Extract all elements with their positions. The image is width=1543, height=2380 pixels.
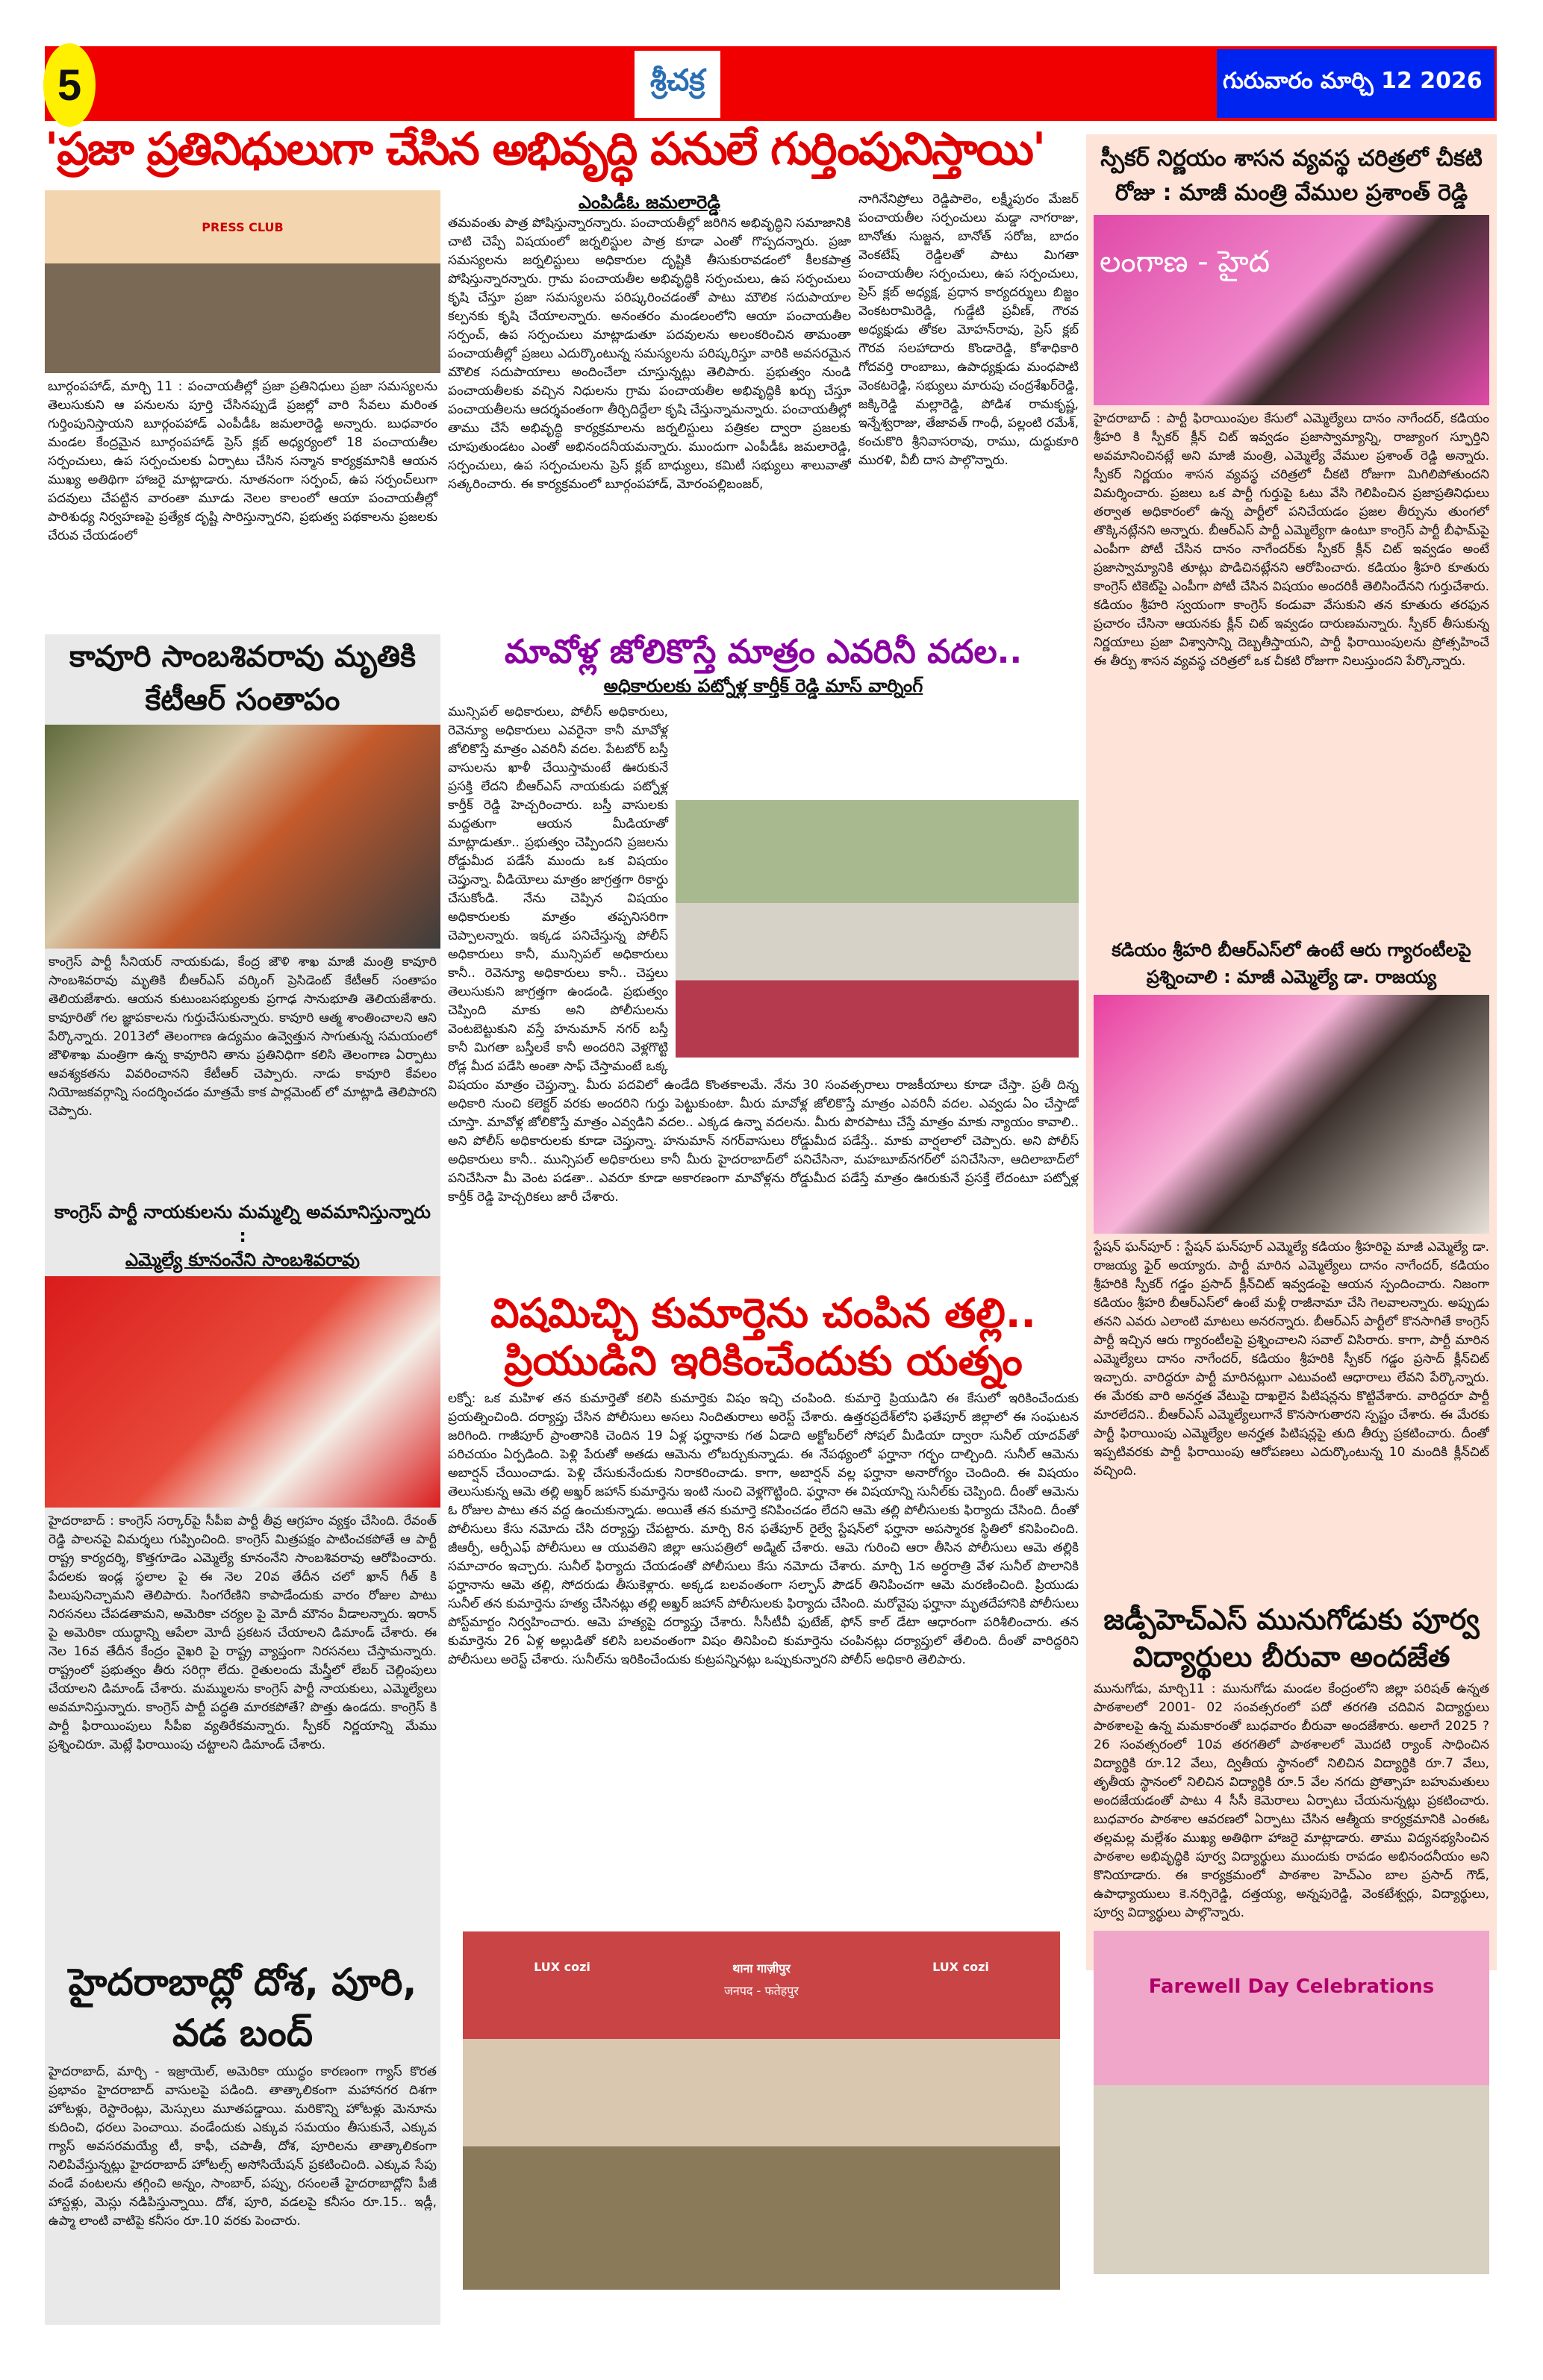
lead-body-left: బూర్గంపహాడ్, మార్చి 11 : పంచాయతీల్లో ప్రజా ప్రతినిధులు ప్రజా సమస్యలను తెలుసుకుని ఆ పనులను పూర్తి చేసినప్పుడే ప్రజల్లో వారి సేవలు మరింత గుర్తింపునిస్తాయని బూర్గంపహాడ్ ఎంపీడీఓ జమలారెడ్డి అన్నారు. బుధవారం మండల కేంద్రమైన బూర్గంపహాడ్ ప్రెస్ క్లబ్ అధ్యర్యంలో 18 పంచాయతీల సర్పంచులు, ఉప సర్పంచులకు ఏర్పాటు చేసిన సన్మాన కార్యక్రమానికి ఆయన ముఖ్య అతిథిగా హాజరై మాట్లాడారు. నూతనంగా సర్పంచ్, ఉప సర్పంచ్‌లుగా పదవులు చేపట్టిన వారంతా మూడు నెలల కాలంలో ఆయా పంచాయతీల్లో పారిశుధ్య నిర్వహణపై ప్రత్యేక దృష్టి సారిస్తున్నారని, ప్రభుత్వ పథకాలను ప్రజలకు చేరువ చేయడంలో bbox=[45, 378, 440, 628]
page-number: 5 bbox=[43, 43, 96, 127]
lead-byline: ఎంపిడీఓ జమలారెడ్డి bbox=[578, 192, 720, 213]
sign-lux-left: LUX cozi bbox=[534, 1960, 590, 1974]
farewell-banner-text: Farewell Day Celebrations bbox=[1148, 1975, 1435, 1998]
congress-body: హైదరాబాద్ : కాంగ్రెస్ సర్కార్‌పై సీపీఐ పార్టీ తీవ్ర ఆగ్రహం వ్యక్తం చేసింది. రేవంత్ రెడ్డి పాలనపై విమర్శలు గుప్పించింది. కాంగ్రెస్ మిత్రపక్షం పాటించకపోతే ఆ పార్టీ రాష్ట్ర కార్యదర్శి, కొత్తగూడెం ఎమ్మెల్యే కూనంనేని సాంబశివరావు ఆరోపించారు. పేదలకు ఇండ్ల స్థలాల పై ఈ నెల 20వ తేదీన చలో ఖాన్ గీత్ కి పిలుపునిచ్చామని తెలిపారు. సింగరేణిని కాపాడేందుకు వారం రోజుల పాటు నిరసనలు చేపడతామని, అమెరికా చర్యల పై మోదీ మౌనం వీడాలన్నారు. ఇరాన్ పై అమెరికా యుద్ధాన్ని ఆపేలా మోదీ ప్రకటన చేయాలని డిమాండ్ చేశారు. ఈ నెల 16వ తేదీన కేంద్రం వైఖరి పై రాష్ట్ర వ్యాప్తంగా నిరసనలు చేస్తామన్నారు. రాష్ట్రంలో ప్రభుత్వం తీరు సరిగ్గా లేదు. రైతులందు మేస్త్రీలో లేబర్ చెల్లింపులు చేయాలని డిమాండ్ చేశారు. మమ్ములను కాంగ్రెస్ పార్టీ నాయకులు, ఎమ్మెల్యేలు అవమానిస్తున్నారు. కాంగ్రెస్ పార్టీ పద్ధతి మారకపోతే? పొత్తు ఉండదు. కాంగ్రెస్ కి పార్టీ ఫిరాయింపులు సీపీఐ వ్యతిరేకమన్నారు. స్పీకర్ నిర్ణయాన్ని మేము ప్రశ్నించిరూ. మెట్లే ఫిరాయింపు చట్టాలని డిమాండ్ చేశారు. bbox=[49, 1514, 437, 1752]
hyderabad-body: హైదరాబాద్, మార్చి - ఇజ్రాయెల్, అమెరికా యుద్ధం కారణంగా గ్యాస్ కొరత ప్రభావం హైదరాబాద్ వాసులపై పడింది. తాత్కాలికంగా మహానగర దిశగా హోటళ్లు, రెస్టారెంట్లు, మెస్సులు మూతపడ్డాయి. మరికొన్ని హోటళ్లు మెనూను కుదించి, ధరలు పెంచాయి. వండేందుకు ఎక్కువ సమయం తీసుకునే, ఎక్కువ గ్యాస్ అవసరమయ్యే టీ, కాఫీ, చపాతీ, దోశ, పూరిలను తాత్కాలికంగా నిలిపివేస్తున్నట్లు హైదరాబాద్ హోటల్స్ అసోసియేషన్ ప్రకటించింది. ఎక్కువ సేపు వండే వంటలను తగ్గించి అన్నం, సాంబార్, పప్పు, రసంలతే హైదరాబాద్లోని పీజీ హాస్టళ్లు, మెస్లు నడిపిస్తున్నాయి. దోశ, పూరి, వడలపై కనీసం రూ.15.. ఇడ్లీ, ఉప్మా లాంటి వాటిపై కనీసం రూ.10 వరకు పెంచారు. bbox=[49, 2064, 437, 2228]
hyderabad-headline: హైదరాబాద్లో దోశ, పూరి, వడ బంద్ bbox=[68, 1961, 417, 2055]
lead-photo bbox=[45, 190, 440, 373]
speaker-headline: స్పీకర్ నిర్ణయం శాసన వ్యవస్థ చరిత్రలో చీకటి రోజు : మాజీ మంత్రి వేముల ప్రశాంత్ రెడ్డి bbox=[1100, 146, 1483, 206]
sign-thana: थाना गाज़ीपुर bbox=[732, 1961, 791, 1975]
lead-mid-column bbox=[448, 190, 851, 627]
kavuri-headline: కావూరి సాంబశివరావు మృతికి కేటీఆర్ సంతాపం bbox=[69, 640, 416, 717]
left-column bbox=[45, 190, 440, 2325]
lead-body-right: నాగినేనిప్రోలు రెడ్డిపాలెం, లక్ష్మీపురం మేజర్ పంచాయతీల సర్పంచులు మడ్డా నాగరాజు, బానోతు సుజ్జన, బానోత్ సరోజ, బాదం వెంకటేష్ రెడ్డిలతో పాటు మిగతా పంచాయతీల సర్పంచులు, ఉప సర్పంచులు, ప్రెస్ క్లబ్ అధ్యక్ష, ప్రధాన కార్యదర్శులు బిజ్జం వెంకటరామిరెడ్డి, గుడ్డేటి ప్రవీణ్, గౌరవ అధ్యక్షుడు తోకల మోహన్‌రావు, ప్రెస్ క్లబ్ గౌరవ సలహాదారు కొండారెడ్డి, కోశాధికారి గోదవర్తి రాంబాబు, ఉపాధ్యక్షుడు మంధపాటి వెంకటరెడ్డి, సభ్యులు మారుపు చంద్రశేఖర్‌రెడ్డి, జక్కిరెడ్డి మల్లారెడ్డి, పోడిశ రామకృష్ణ, ఇన్నేశ్వరాజు, తేజావత్ గాంధీ, పల్లంటి రమేశ్, కంచుకొరి శ్రీనివాసరావు, రాము, దుద్దుకూరి మురళి, వీబీ దాస పాల్గొన్నారు. bbox=[858, 192, 1079, 468]
police-station-photo bbox=[463, 1931, 1060, 2290]
issue-date: గురువారం మార్చి 12 2026 bbox=[1217, 49, 1494, 118]
sign-lux-right: LUX cozi bbox=[932, 1960, 989, 1974]
sign-district: जनपद - फतेहपुर bbox=[724, 1984, 799, 1998]
maoist-headline: మావోళ్ల జోలికొస్తే మాత్రం ఎవరినీ వదల.. bbox=[504, 633, 1023, 671]
lead-headline: 'ప్రజా ప్రతినిధులుగా చేసిన అభివృద్ధి పనులే గుర్తింపునిస్తాయి' bbox=[45, 123, 1045, 175]
middle-column bbox=[448, 190, 1079, 2325]
maoist-photo bbox=[676, 800, 1079, 1058]
zphs-headline: జడ్పీహెచ్ఎస్ మునుగోడుకు పూర్వ విద్యార్థులు బీరువా అందజేత bbox=[1103, 1603, 1480, 1673]
kadiyam-body: స్టేషన్ ఘన్‌పూర్ : స్టేషన్ ఘన్‌పూర్ ఎమ్మెల్యే కడియం శ్రీహరిపై మాజీ ఎమ్మెల్యే డా. రాజయ్య ఫైర్ అయ్యారు. పార్టీ మారిన ఎమ్మెల్యేలు దానం నాగేందర్, కడియం శ్రీహరికి స్పీకర్ గడ్డం ప్రసాద్ క్లీన్‌చిట్ ఇవ్వడంపై ఆయన స్పందించారు. నిజంగా కడియం శ్రీహరి బీఆర్ఎస్‌లో ఉంటే మళ్లీ రాజీనామా చేసి గెలవాలన్నారు. అప్పుడు తనని ఎవరు ఎలాంటి మాటలు అనరన్నారు. బీఆర్ఎస్ పార్టీలో కొనసాగితే కాంగ్రెస్ పార్టీ ఇచ్చిన ఆరు గ్యారంటీలపై ప్రశ్నించాలని సవాల్ విసిరారు. కాగా, పార్టీ మారిన ఎమ్మెల్యేలు దానం నాగేందర్, కడియం శ్రీహరికి స్పీకర్ గడ్డం ప్రసాద్ క్లీన్‌చిట్ ఇచ్చారు. వారిద్దరూ పార్టీ మారినట్లుగా ఎటువంటి ఆధారాలు లేవని పేర్కొన్నారు. ఈ మేరకు వారి అనర్హత వేటుపై దాఖలైన పిటిషన్లను కొట్టివేశారు. వారిద్దరూ పార్టీ మారలేదని.. బీఆర్ఎస్ ఎమ్మెల్యేలుగానే కొనసాగుతారని స్పష్టం చేశారు. ఈ మేరకు పార్టీ ఫిరాయింపు ఎమ్మెల్యేల అనర్హత పిటిషన్లపై తుది తీర్పు ప్రకటించారు. దీంతో ఇప్పటివరకు పార్టీ ఫిరాయింపు ఆరోపణలు ఎదుర్కొంటున్న 10 మందికి క్లీన్‌చిట్ వచ్చింది. bbox=[1094, 1240, 1489, 1478]
kunamneni-photo bbox=[45, 1276, 440, 1508]
poison-headline-line1: విషమిచ్చి కుమార్తెను చంపిన తల్లి.. bbox=[490, 1290, 1036, 1337]
poison-body: లక్నో: ఒక మహిళ తన కుమార్తెతో కలిసి కుమార్తెకు విషం ఇచ్చి చంపింది. కుమార్తె ప్రియుడిని ఈ కేసులో ఇరికించేందుకు ప్రయత్నించింది. దర్యాప్తు చేసిన పోలీసులు అసలు నిందితురాలు అరెస్ట్ చేశారు. ఉత్తరప్రదేశ్‌లోని ఫతేపూర్ జిల్లాలో ఈ సంఘటన జరిగింది. గాజీపూర్ ప్రాంతానికి చెందిన 19 ఏళ్ల ఫర్హానాకు గత ఏడాది అక్టోబర్‌లో సోషల్ మీడియా ద్వారా సునీల్ యాదవ్‌తో పరిచయం ఏర్పడింది. పెళ్లి పేరుతో అతడు ఆమెను లోబర్చుకున్నాడు. ఈ నేపథ్యంలో ఫర్హానా గర్భం దాల్చింది. సునీల్ ఆమెను అబార్షన్ చేయించాడు. పెళ్లి చేసుకునేందుకు నిరాకరించాడు. కాగా, అబార్షన్ వల్ల ఫర్హానా అనారోగ్యం చెందింది. ఈ విషయం తెలుసుకున్న ఆమె తల్లి అఖ్తర్ జహాన్ కుమార్తెను ఇంటి నుంచి వెళ్లగొట్టింది. ఫర్హానా ఈ విషయాన్ని సునీల్‌కు చెప్పింది. దీంతో ఆమెను ఓ రోజుల పాటు తన వద్ద ఉంచుకున్నాడు. అయితే తన కుమార్తె కనిపించడం లేదని ఆమె తల్లి పోలీసులకు ఫిర్యాదు చేసింది. దీంతో పోలీసులు కేసు నమోదు చేసి దర్యాప్తు చేపట్టారు. మార్చి 8న ఫతేపూర్ రైల్వే స్టేషన్‌లో ఫర్హానా అపస్మారక స్థితిలో కనిపించింది. జీఆర్పీ, ఆర్పీఎఫ్ పోలీసులు ఆ యువతిని జిల్లా ఆసుపత్రిలో అడ్మిట్ చేశారు. ఆమె గురించి ఆరా తీసిన పోలీసులు ఆమె తల్లికి సమాచారం ఇచ్చారు. సునీల్ ఫిర్యాదు చేయడంతో పోలీసులు కేసు నమోదు చేశారు. మార్చి 1న అర్ధరాత్రి వేళ సునీల్ పొలానికి ఫర్హానాను ఆమె తల్లి, సోదరుడు తీసుకెళ్లారు. అక్కడ బలవంతంగా సల్ఫాస్ పౌడర్ తినిపించగా ఆమె మరణించింది. ప్రియుడు సునీల్ తన కుమార్తెను హత్య చేసినట్లు తల్లి అఖ్తర్ జహాన్ పోలీసులకు ఫిర్యాదు చేసింది. మరోవైపు ఫర్హానా మృతదేహానికి పోలీసులు పోస్ట్‌మార్టం నిర్వహించారు. ఆమె హత్యపై దర్యాప్తు చేశారు. సీసీటీవీ ఫుటేజ్, ఫోన్ కాల్ డేటా ఆధారంగా పరిశీలించారు. తన కుమార్తెను 26 ఏళ్ల అల్లుడితో కలిసి బలవంతంగా విషం తినిపించి కుమార్తెను చంపినట్లు దర్యాప్తులో తేలింది. దీంతో వారిద్దరిని పోలీసులు అరెస్ట్ చేశారు. సునీల్‌ను ఇరికించేందుకు కుట్రపన్నినట్లు ఒప్పుకున్నారని పోలీస్ అధికారి తెలిపారు. bbox=[448, 1391, 1079, 1667]
poison-headline-line2: ప్రియుడిని ఇరికించేందుకు యత్నం bbox=[504, 1337, 1023, 1384]
newspaper-logo: శ్రీచక్ర bbox=[635, 51, 720, 118]
zphs-body: మునుగోడు, మార్చి11 : మునుగోడు మండల కేంద్రంలోని జిల్లా పరిషత్ ఉన్నత పాఠశాలలో 2001- 02 సంవత్సరంలో పదో తరగతి చదివిన విద్యార్థులు పాఠశాలపై ఉన్న మమకారంతో బుధవారం బీరువా అందజేశారు. అలాగే 2025 ? 26 సంవత్సరంలో 10వ తరగతిలో పాఠశాలలో మొదటి ర్యాంక్ సాధించిన విద్యార్థికి రూ.12 వేలు, ద్వితీయ స్థానంలో నిలిచిన విద్యార్థికి రూ.7 వేలు, తృతీయ స్థానంలో నిలిచిన విద్యార్థికి రూ.5 వేల నగదు ప్రోత్సాహ బహుమతులు అందజేయడంతో పాటు 4 సీసీ కెమెరాలు ఏర్పాటు చేయనున్నట్లు ప్రకటించారు. బుధవారం పాఠశాల ఆవరణలో ఏర్పాటు చేసిన ఆత్మీయ కార్యక్రమానికి ఎంఈఓ తల్లమల్ల మల్లేశం ముఖ్య అతిథిగా హాజరై మాట్లాడారు. తాము విద్యనభ్యసించిన పాఠశాల అభివృద్ధికి పూర్వ విద్యార్థులు ముందుకు రావడం అభినందనీయం అని కొనియాడారు. ఈ కార్యక్రమంలో పాఠశాల హెచ్‌ఎం బాల ప్రసాద్ గౌడ్, ఉపాధ్యాయులు కె.నర్సిరెడ్డి, దత్తయ్య, అన్నపురెడ్డి, వెంకటేశ్వర్లు, విద్యార్థులు, పూర్వ విద్యార్థులు పాల్గొన్నారు. bbox=[1094, 1681, 1489, 1920]
prashanth-reddy-photo bbox=[1094, 215, 1489, 405]
maoist-subhead: అధికారులకు పట్నోళ్ల కార్తీక్ రెడ్డి మాస్ వార్నింగ్ bbox=[603, 675, 923, 696]
maoist-body-text: మున్సిపల్ అధికారులు, పోలీస్ అధికారులు, రెవెన్యూ అధికారులు ఎవరైనా కానీ మావోళ్ల జోలికొస్తే మాత్రం ఎవరినీ వదల. పేటబోర్ బస్తీ వాసులను ఖాళీ చేయిస్తామంటే ఊరుకునే ప్రసక్తి లేదని బీఆర్‌ఎస్ నాయకుడు పట్నోళ్ల కార్తీక్ రెడ్డి హెచ్చరించారు. బస్తీ వాసులకు మద్దతుగా ఆయన మీడియాతో మాట్లాడుతూ.. ప్రభుత్వం చెప్పిందని ప్రజలను రోడ్డుమీద పడేసే ముందు ఒక విషయం చెప్తున్నా. వీడియోలు మాత్రం జాగ్రత్తగా రికార్డు చేసుకోండి. నేను చెప్పిన విషయం అధికారులకు మాత్రం తప్పనిసరిగా చెప్పాలన్నారు. ఇక్కడ పనిచేస్తున్న పోలీస్ అధికారులు కానీ, మున్సిపల్ అధికారులు కానీ.. రెవెన్యూ అధికారులు కానీ.. చెప్తలు తెలుసుకుని జాగ్రత్తగా ఉండండి. ప్రభుత్వం చెప్పింది మాకు అని పోలీసులను వెంటబెట్టుకుని వస్తే హనుమాన్ నగర్ బస్తీ కానీ మిగతా బస్తీలకే కానీ అందరిని వెళ్లగొట్టి రోడ్ల మీద పడేసి అంతా సాఫ్ చేస్తామంటే ఒక్క విషయం మాత్రం చెప్తున్నా. మీరు పదవిలో ఉండేది కొంతకాలమే. నేను 30 సంవత్సరాలు రాజకీయాలు కూడా చేస్తా. ప్రతీ దిన్న అధికారి నుంచి కలెక్టర్ వరకు అందరిని గుర్తు పెట్టుకుంటా. మీరు మావోళ్ల జోలికొస్తే మాత్రం ఎవరినీ వదల. ఎవ్వడు ఏం చేస్తాడో చూస్తా. మావోళ్ల జోలికొస్తే మాత్రం ఎవ్వడిని వదల.. ఎక్కడ ఉన్నా వదలను. మీరు పొరపాటు చేస్తే మాత్రం మాకు న్యాయం కావాలి.. అని పోలీస్ అధికారులకు కూడా చెప్తున్నా. హనుమాన్ నగర్‌వాసులు రోడ్డుమీద పడేస్తే.. మాకు వార్షలాలో చెప్పారు. అని పోలీస్ అధికారులు కానీ.. మున్సిపల్ అధికారులు కానీ మీరు హైదరాబాద్‌లో పనిచేసినా, మహబూబ్‌నగర్‌లో పనిచేసినా, ఆదిలాబాద్‌లో పనిచేసినా మీ వెంట పడతా.. ఎవరూ కూడా అకారణంగా మావోళ్లను రోడ్డుమీద పడేస్తే మాత్రం ఊరుకునే ప్రసక్తే లేదంటూ పట్నోళ్ల కార్తీక్ రెడ్డి హెచ్చరికలు జారీ చేశారు. bbox=[448, 705, 1079, 1205]
rajaiah-photo bbox=[1094, 995, 1489, 1234]
farewell-photo bbox=[1094, 1931, 1489, 2274]
right-column bbox=[1094, 142, 1489, 2325]
kadiyam-headline: కడియం శ్రీహరి బీఆర్ఎస్‌లో ఉంటే ఆరు గ్యారంటీలపై ప్రశ్నించాలి : మాజీ ఎమ్మెల్యే డా. రాజయ్య bbox=[1112, 940, 1471, 987]
kavuri-photo bbox=[45, 725, 440, 949]
maoist-body bbox=[448, 703, 1079, 1285]
congress-headline: కాంగ్రెస్ పార్టీ నాయకులను మమ్మల్ని అవమానిస్తున్నారు : bbox=[54, 1202, 431, 1246]
photo-banner-text: PRESS CLUB bbox=[202, 220, 284, 234]
congress-subhead: ఎమ్మెల్యే కూనంనేని సాంబశివరావు bbox=[125, 1249, 360, 1270]
kavuri-body: కాంగ్రెస్ పార్టీ సీనియర్ నాయకుడు, కేంద్ర జౌళి శాఖ మాజీ మంత్రి కావూరి సాంబశివరావు మృతికి బీఆర్‌ఎస్ వర్కింగ్ ప్రెసిడెంట్ కేటీఆర్ సంతాపం తెలియజేశారు. ఆయన కుటుంబసభ్యులకు ప్రగాఢ సానుభూతి తెలియజేశారు. కావూరితో గల జ్ఞాపకాలను గుర్తుచేసుకున్నారు. కావూరి ఆత్మ శాంతించాలని ఆని పేర్కొన్నారు. 2013లో తెలంగాణ ఉద్యమం ఉవ్వెత్తున సాగుతున్న సమయంలో జౌళిశాఖ మంత్రిగా ఉన్న కావూరిని తాను ప్రతినిధిగా కలిసి తెలంగాణ ఏర్పాటు ఆవశ్యకతను వివరించానని కేటీఆర్ చెప్పారు. నాడు కావూరి కేవలం నియోజకవర్గాన్ని సందర్శించడం మాత్రమే కాక పార్లమెంట్ లో మాట్లాడి తెలిపారని చెప్పారు. bbox=[49, 955, 437, 1119]
lead-continuation bbox=[448, 190, 1079, 627]
speaker-body: హైదరాబాద్ : పార్టీ ఫిరాయింపుల కేసులో ఎమ్మెల్యేలు దానం నాగేందర్, కడియం శ్రీహరి కి స్పీకర్ క్లీన్ చిట్ ఇవ్వడం ప్రజాస్వామ్యాన్ని, రాజ్యాంగ స్ఫూర్తిని అవమానించినట్లే అని మాజీ మంత్రి, ఎమ్మెల్యే వేముల ప్రశాంత్ రెడ్డి అన్నారు. స్పీకర్ నిర్ణయం శాసన వ్యవస్థ చరిత్రలో చీకటి రోజుగా మిగిలిపోతుందని విమర్శించారు. ప్రజలు ఒక పార్టీ గుర్తుపై ఓటు వేసి గెలిపించిన ప్రజాప్రతినిధులు తర్వాత అధికారంలో ఉన్న పార్టీలో పనిచేయడం ప్రజల తీర్పును తుంగలో తొక్కినట్లేనని అన్నారు. బీఆర్‌ఎస్ పార్టీ ఎమ్మెల్యేగా ఉంటూ కాంగ్రెస్ పార్టీ బీఫామ్‌పై ఎంపీగా పోటీ చేసిన దానం నాగేందర్‌కు స్పీకర్ క్లీన్ చిట్ ఇవ్వడం అంటే ప్రజాస్వామ్యానికి తూట్లు పొడిచినట్లేనని ఆరోపించారు. కడియం శ్రీహరి కూతురు కాంగ్రెస్ టికెట్‌పై ఎంపీగా పోటీ చేసిన విషయం అందరికీ తెలిసిందేనని గుర్తుచేశారు. కడియం శ్రీహరి స్వయంగా కాంగ్రెస్ కండువా వేసుకుని తన కూతురు తరఫున ప్రచారం చేసినా ఆయనకు క్లీన్ చిట్ ఇవ్వడం దారుణమన్నారు. స్పీకర్ తీసుకున్న నిర్ణయాలు ప్రజా విశ్వాసాన్ని దెబ్బతీస్తాయని, పార్టీ ఫిరాయింపులను ప్రోత్సహించే ఈ తీర్పు శాసన వ్యవస్థ చరిత్రలో ఒక చీకటి రోజుగా నిలుస్తుందని పేర్కొన్నారు. bbox=[1094, 411, 1489, 669]
backdrop-text: లంగాణ - హైద bbox=[1100, 245, 1270, 279]
lead-body-mid: తమవంతు పాత్ర పోషిస్తున్నారన్నారు. పంచాయతీల్లో జరిగిన అభివృద్ధిని సమాజానికి చాటి చెప్పే విషయంలో జర్నలిస్టుల పాత్ర కూడా ఎంతో గొప్పదన్నారు. ప్రజా సమస్యలను జర్నలిస్టులు అధికారుల దృష్టికి తీసుకురావడంలో కీలకపాత్ర పోషిస్తున్నారన్నారు. గ్రామ పంచాయతీల అభివృద్ధికి సర్పంచులు, ఉప సర్పంచులు కృషి చేస్తూ ప్రజా సమస్యలను పరిష్కరించడంతో పాటు మౌలిక సదుపాయాల కల్పనకు కృషి చేయాలన్నారు. అనంతరం మండలంలోని ఆయా పంచాయతీల సర్పంచ్, ఉప సర్పంచులు మాట్లాడుతూ పదవులను అలంకరించిన తామంతా పంచాయతీల్లో ప్రజలు ఎదుర్కొంటున్న సమస్యలను పరిష్కరిస్తూ వారికి అవసరమైన మౌలిక సదుపాయాలు అందించేలా చూస్తున్నట్లు తెలిపారు. ప్రభుత్వం నుండి పంచాయతీలకు వచ్చిన నిధులను గ్రామ పంచాయతీల అభివృద్ధికి ఖర్చు చేస్తూ పంచాయతీలను ఆదర్శవంతంగా తీర్చిదిద్దేలా కృషి చేస్తున్నామన్నారు. పంచాయతీల్లో తాము చేసే అభివృద్ధి కార్యక్రమాలను జర్నలిస్టులు పత్రికల ద్వారా ప్రజలకు చూపుతుండటం ఎంతో అభినందనీయమన్నారు. ముందుగా ఎంపీడీఓ జమలారెడ్డి, సర్పంచులు, ఉప సర్పంచులను ప్రెస్ క్లబ్ బాధ్యులు, కమిటీ సభ్యులు శాలువాతో సత్కరించారు. ఈ కార్యక్రమంలో బూర్గంపహాడ్, మోరంపల్లిబంజర్, bbox=[448, 216, 851, 492]
